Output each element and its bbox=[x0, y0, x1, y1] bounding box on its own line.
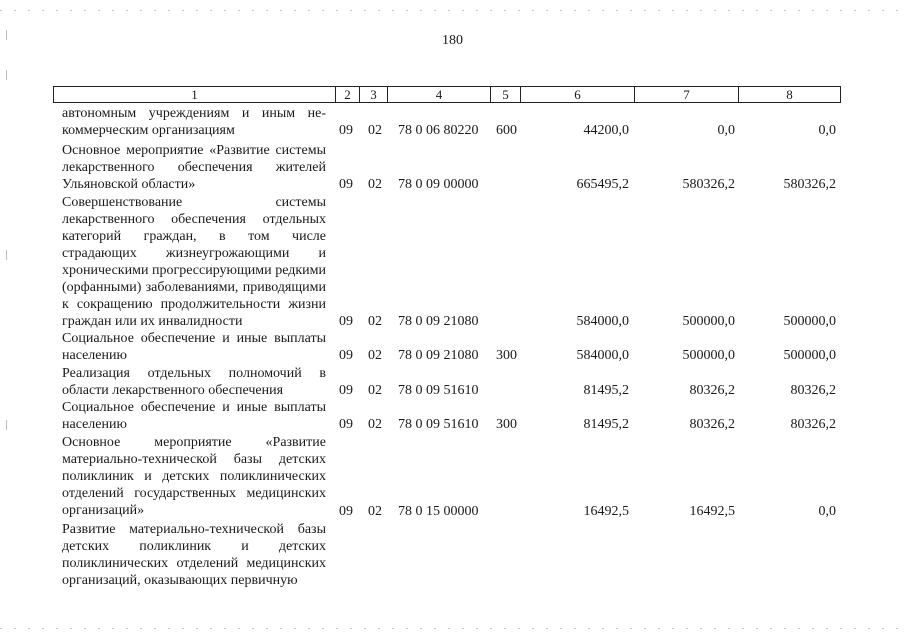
cell-section: 09 bbox=[339, 417, 353, 432]
cell-amount-col6: 81495,2 bbox=[583, 383, 629, 398]
cell-subsection: 02 bbox=[368, 314, 382, 329]
table-header-cell: 8 bbox=[738, 87, 840, 102]
cell-amount-col7: 16492,5 bbox=[689, 504, 735, 519]
cell-section: 09 bbox=[339, 314, 353, 329]
cell-section: 09 bbox=[339, 504, 353, 519]
row-description: Реализация отдельных полномочий в области лекарственного обеспечения bbox=[62, 366, 326, 398]
table-header-cell: 1 bbox=[191, 87, 198, 102]
cell-amount-col6: 584000,0 bbox=[576, 314, 629, 329]
cell-expense-type: 300 bbox=[496, 348, 517, 363]
cell-expense-type: 600 bbox=[496, 123, 517, 138]
cell-section: 09 bbox=[339, 177, 353, 192]
cell-amount-col7: 500000,0 bbox=[682, 348, 735, 363]
row-description: Совершенствование системы лекарственного обеспечения отдельных категорий граждан, в том числе страдающих жизнеугрожающими и хроническими прогрессирующими редкими (орфанными) заболеваниями, приводящими к сокращению продолжительности жизни граждан или их инвалидности bbox=[62, 195, 326, 329]
table-header-cell: 5 bbox=[490, 87, 520, 102]
cell-amount-col6: 584000,0 bbox=[576, 348, 629, 363]
cell-expense-type: 300 bbox=[496, 417, 517, 432]
cell-amount-col8: 0,0 bbox=[818, 504, 836, 519]
cell-target-article: 78 0 15 00000 bbox=[398, 504, 479, 519]
table-header-cell: 2 bbox=[335, 87, 359, 102]
row-description: Социальное обеспечение и иные выплаты населению bbox=[62, 400, 326, 432]
cell-amount-col8: 580326,2 bbox=[783, 177, 836, 192]
cell-section: 09 bbox=[339, 383, 353, 398]
cell-section: 09 bbox=[339, 348, 353, 363]
cell-amount-col8: 80326,2 bbox=[790, 383, 836, 398]
cell-amount-col7: 0,0 bbox=[717, 123, 735, 138]
cell-amount-col7: 500000,0 bbox=[682, 314, 735, 329]
cell-target-article: 78 0 06 80220 bbox=[398, 123, 479, 138]
cell-target-article: 78 0 09 21080 bbox=[398, 348, 479, 363]
cell-target-article: 78 0 09 51610 bbox=[398, 417, 479, 432]
table-header-cell: 7 bbox=[634, 87, 738, 102]
cell-subsection: 02 bbox=[368, 417, 382, 432]
row-description: Основное мероприятие «Развитие материально-технической базы детских поликлиник и детских поликлинических отделений государственных медицинских организаций» bbox=[62, 435, 326, 518]
cell-amount-col7: 80326,2 bbox=[689, 417, 735, 432]
cell-subsection: 02 bbox=[368, 348, 382, 363]
cell-amount-col6: 44200,0 bbox=[583, 123, 629, 138]
cell-subsection: 02 bbox=[368, 177, 382, 192]
cell-amount-col7: 580326,2 bbox=[682, 177, 735, 192]
cell-section: 09 bbox=[339, 123, 353, 138]
cell-target-article: 78 0 09 21080 bbox=[398, 314, 479, 329]
cell-subsection: 02 bbox=[368, 123, 382, 138]
row-description: автономным учреждениям и иным не-коммерческим организациям bbox=[62, 106, 326, 138]
cell-amount-col8: 500000,0 bbox=[783, 314, 836, 329]
cell-amount-col8: 500000,0 bbox=[783, 348, 836, 363]
cell-amount-col8: 0,0 bbox=[818, 123, 836, 138]
row-description: Развитие материально-технической базы детских поликлиник и детских поликлинических отделений медицинских организаций, оказывающих первичную bbox=[62, 522, 326, 588]
cell-amount-col7: 80326,2 bbox=[689, 383, 735, 398]
table-header-cell: 6 bbox=[520, 87, 634, 102]
cell-target-article: 78 0 09 00000 bbox=[398, 177, 479, 192]
cell-amount-col8: 80326,2 bbox=[790, 417, 836, 432]
cell-amount-col6: 665495,2 bbox=[576, 177, 629, 192]
table-header-cell: 4 bbox=[387, 87, 490, 102]
page-number: 180 bbox=[442, 33, 463, 48]
table-header-cell: 3 bbox=[359, 87, 387, 102]
cell-subsection: 02 bbox=[368, 504, 382, 519]
cell-amount-col6: 81495,2 bbox=[583, 417, 629, 432]
cell-target-article: 78 0 09 51610 bbox=[398, 383, 479, 398]
cell-subsection: 02 bbox=[368, 383, 382, 398]
row-description: Социальное обеспечение и иные выплаты населению bbox=[62, 331, 326, 363]
row-description: Основное мероприятие «Развитие системы лекарственного обеспечения жителей Ульяновской области» bbox=[62, 143, 326, 192]
cell-amount-col6: 16492,5 bbox=[583, 504, 629, 519]
